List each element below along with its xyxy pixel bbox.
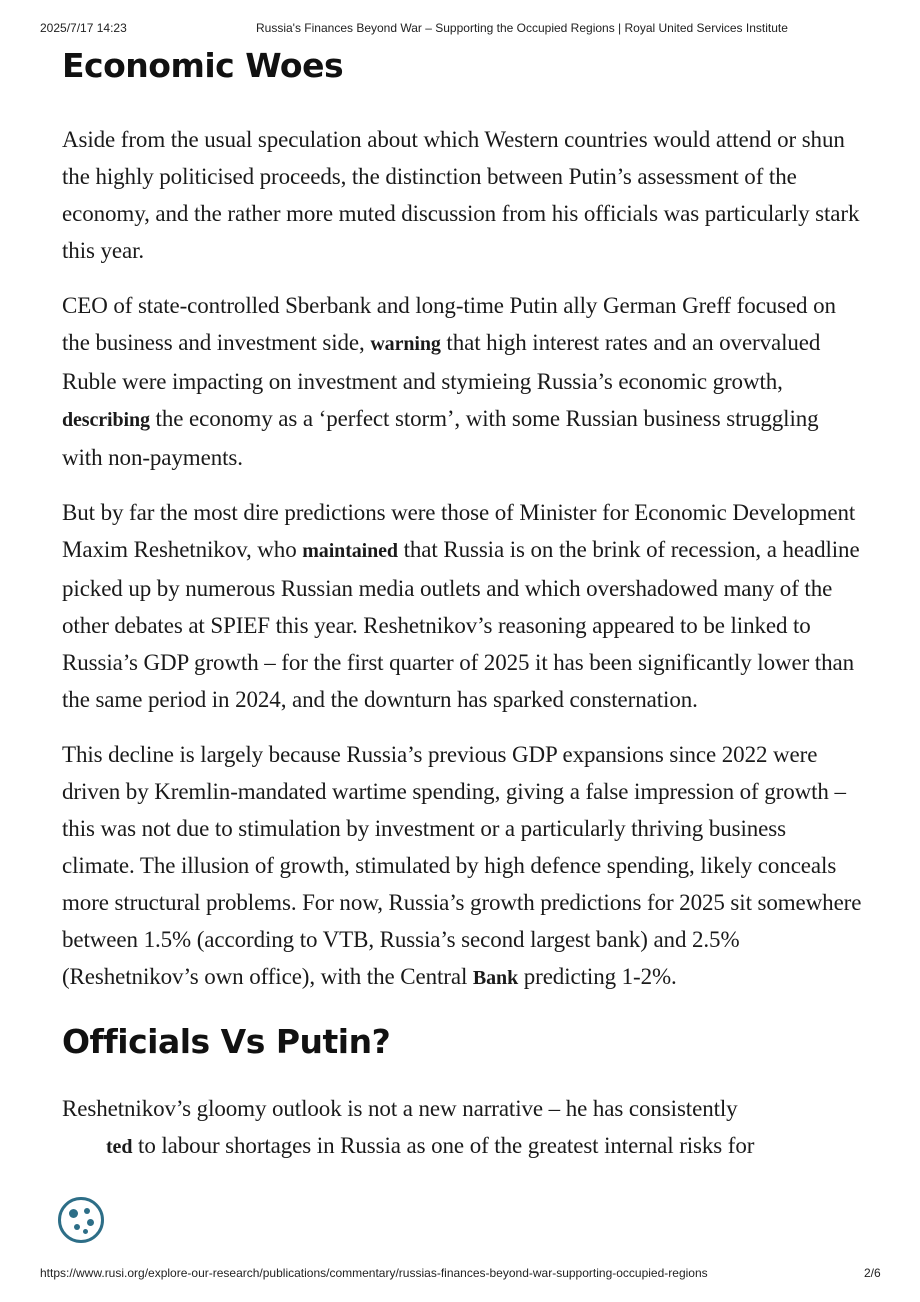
cookie-dot <box>83 1229 88 1234</box>
paragraph-4-text-a: This decline is largely because Russia’s previous GDP expansions since 2022 were driven by Kremlin-mandated wartime spending, giving a false impression of growth – this was not due to stimulation by investment or a particularly thriving business climate. The illusion of growth, stimulated by high defence spending, likely conceals more structural problems. For now, Russia’s growth predictions for 2025 sit somewhere between 1.5% (according to VTB, Russia’s second largest bank) and 2.5% (Reshetnikov’s own office), with the Central <box>62 742 862 989</box>
link-maintained[interactable]: maintained <box>302 540 398 562</box>
print-header <box>0 21 920 39</box>
link-bank[interactable]: Bank <box>472 967 519 989</box>
cookie-dot <box>84 1208 90 1214</box>
paragraph-3 <box>62 494 862 718</box>
link-truncated[interactable]: ted <box>106 1136 133 1158</box>
link-describing[interactable]: describing <box>62 409 150 431</box>
paragraph-2 <box>62 287 862 476</box>
cookie-dot <box>74 1224 80 1230</box>
cookie-icon[interactable] <box>58 1197 104 1243</box>
paragraph-5-text-rest: to labour shortages in Russia as one of the greatest internal risks for <box>132 1133 755 1158</box>
page-number: 2/6 <box>864 1266 881 1280</box>
link-warning[interactable]: warning <box>370 333 441 355</box>
paragraph-3-text-a: But by far the most dire predictions were those of Minister for Economic Development Maxim Reshetnikov, who <box>62 500 856 562</box>
article-body <box>62 44 862 1166</box>
paragraph-2-text-b: that high interest rates and an overvalued Ruble were impacting on investment and stymieing Russia’s economic growth, <box>62 330 821 394</box>
section-heading-officials-vs-putin: Officials Vs Putin? <box>62 1022 391 1061</box>
paragraph-2-text-a: CEO of state-controlled Sberbank and long-time Putin ally German Greff focused on the business and investment side, <box>62 293 836 355</box>
cookie-dot <box>87 1219 94 1226</box>
paragraph-4-text-b: predicting 1-2%. <box>518 964 677 989</box>
paragraph-5-line-1: Reshetnikov’s gloomy outlook is not a new narrative – he has consistently <box>62 1096 738 1121</box>
paragraph-5 <box>62 1090 862 1166</box>
print-title: Russia's Finances Beyond War – Supporting the Occupied Regions | Royal United Services Institute <box>256 21 788 35</box>
paragraph-1: Aside from the usual speculation about which Western countries would attend or shun the highly politicised proceeds, the distinction between Putin’s assessment of the economy, and the rather more muted discussion from his officials was particularly stark this year. <box>62 127 860 263</box>
section-heading-economic-woes: Economic Woes <box>62 46 344 85</box>
print-url[interactable]: https://www.rusi.org/explore-our-research/publications/commentary/russias-finances-beyond-war-supporting-occupied-regions <box>40 1266 708 1280</box>
cookie-dot <box>69 1209 78 1218</box>
print-footer <box>0 1266 920 1284</box>
paragraph-3-text-b: that Russia is on the brink of recession, a headline picked up by numerous Russian media outlets and which overshadowed many of the other debates at SPIEF this year. Reshetnikov’s reasoning appeared to be linked to Russia’s GDP growth – for the first quarter of 2025 it has been significantly lower than the same period in 2024, and the downturn has sparked consternation. <box>62 537 860 712</box>
print-datetime: 2025/7/17 14:23 <box>40 21 127 35</box>
paragraph-2-text-c: the economy as a ‘perfect storm’, with some Russian business struggling with non-payments. <box>62 406 819 470</box>
paragraph-4 <box>62 736 862 997</box>
